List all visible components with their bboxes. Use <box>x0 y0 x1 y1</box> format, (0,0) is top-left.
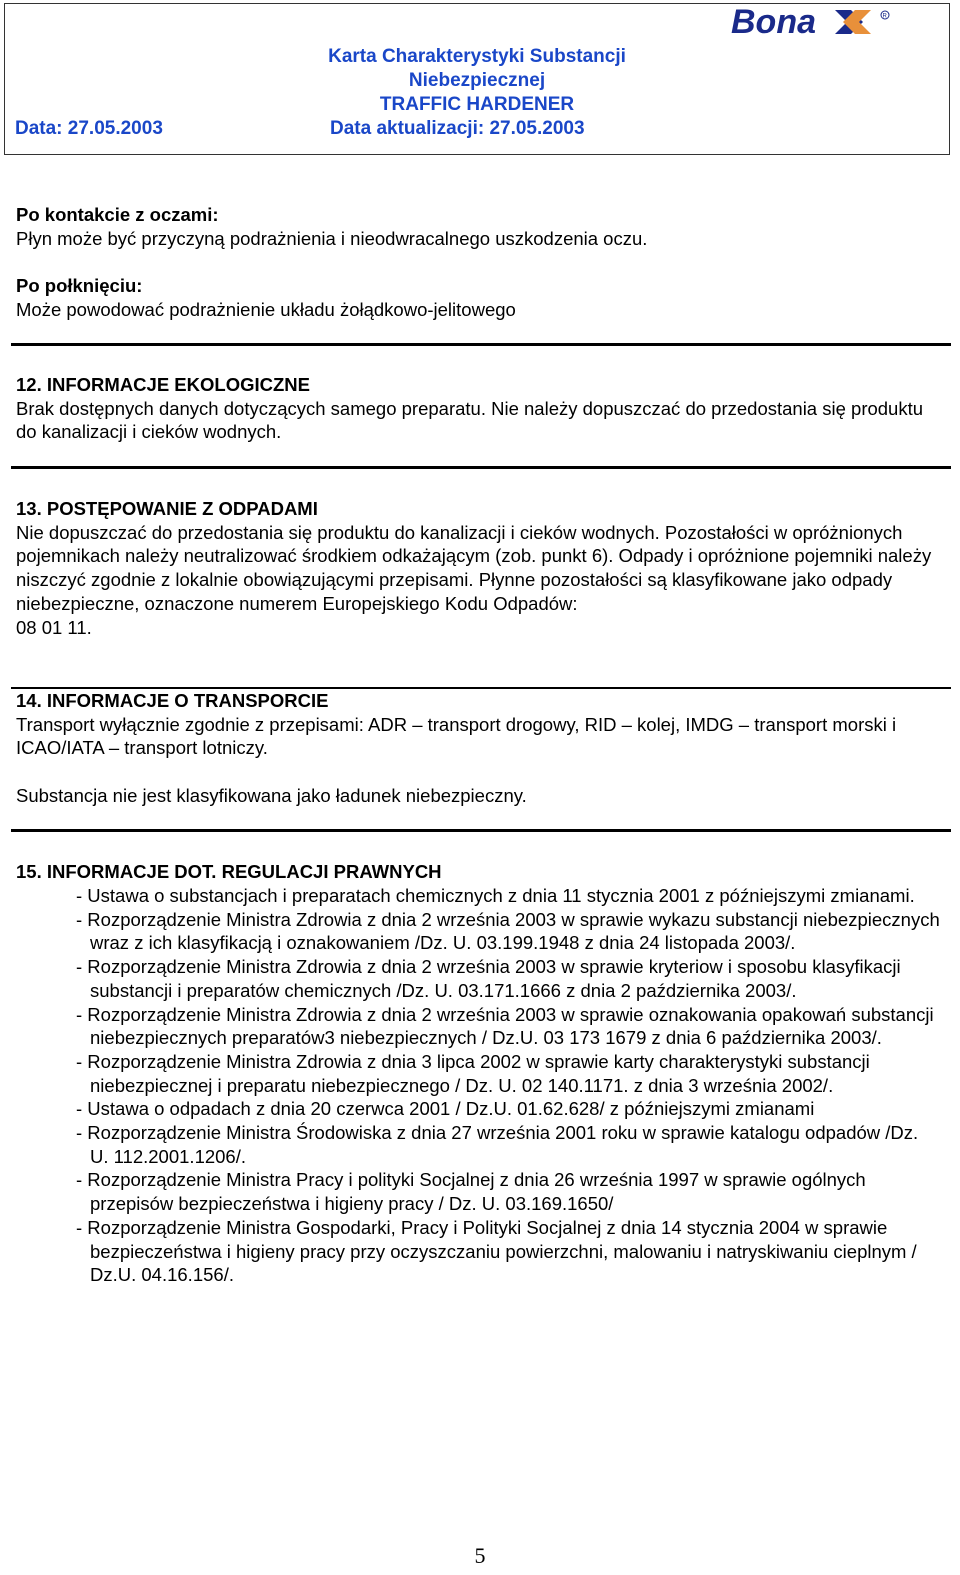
swallow-heading: Po połknięciu: <box>16 275 143 296</box>
list-item: - Rozporządzenie Ministra Zdrowia z dnia 2 września 2003 w sprawie kryteriow i sposobu klasyfikacji substancji i preparatów chemicznych /Dz. U. 03.171.1666 z dnia 2 października 2003/. <box>76 956 901 1001</box>
waste-code: 08 01 11. <box>16 616 92 638</box>
section-12 <box>16 373 946 444</box>
section-15-heading: 15. INFORMACJE DOT. REGULACJI PRAWNYCH <box>16 861 442 882</box>
section-12-heading: 12. INFORMACJE EKOLOGICZNE <box>16 374 310 395</box>
list-item: - Rozporządzenie Ministra Zdrowia z dnia 3 lipca 2002 w sprawie karty charakterystyki substancji niebezpiecznej i preparatu niebezpiecznego / Dz. U. 02 140.1171. z dnia 3 września 2002/. <box>76 1050 870 1096</box>
list-item: - Rozporządzenie Ministra Zdrowia z dnia 2 września 2003 w sprawie oznakowania opakowań substancji niebezpiecznych preparatów3 niebezpiecznych / Dz.U. 03 173 1679 z dnia 6 października 2003/. <box>76 1003 934 1049</box>
header-date: Data: 27.05.2003 <box>15 118 163 139</box>
svg-text:Bona: Bona <box>731 4 816 40</box>
swallow-text: Może powodować podrażnienie układu żołądkowo-jelitowego <box>16 298 516 320</box>
eyes-section <box>16 203 946 250</box>
svg-text:R: R <box>882 13 887 20</box>
header-title-line-2: Niebezpiecznej <box>408 70 546 91</box>
section-14 <box>16 689 946 808</box>
regulations-list <box>70 884 940 1287</box>
document-header <box>4 3 950 155</box>
divider <box>11 343 951 346</box>
list-item: - Rozporządzenie Ministra Zdrowia z dnia 2 września 2003 w sprawie wykazu substancji niebezpiecznych wraz z ich klasyfikacją i oznakowaniem /Dz. U. 03.199.1948 z dnia 24 listopada 2003/. <box>76 908 940 954</box>
divider <box>11 466 951 469</box>
section-14-note: Substancja nie jest klasyfikowana jako ładunek niebezpieczny. <box>16 784 527 806</box>
section-14-text: Transport wyłącznie zgodnie z przepisami: ADR – transport drogowy, RID – kolej, IMDG – transport morski i ICAO/IATA – transport lotniczy. <box>16 713 897 759</box>
section-12-text: Brak dostępnych danych dotyczących samego preparatu. Nie należy dopuszczać do przedostania się produktu do kanalizacji i cieków wodnych. <box>16 397 924 443</box>
section-13-heading: 13. POSTĘPOWANIE Z ODPADAMI <box>16 498 318 519</box>
list-item: - Rozporządzenie Ministra Środowiska z dnia 27 września 2001 roku w sprawie katalogu odpadów /Dz. U. 112.2001.1206/. <box>76 1122 919 1167</box>
header-title-line-1: Karta Charakterystyki Substancji <box>328 46 626 67</box>
header-update-date: Data aktualizacji: 27.05.2003 <box>330 118 585 139</box>
bona-logo <box>731 4 901 45</box>
list-item: - Ustawa o odpadach z dnia 20 czerwca 2001 / Dz.U. 01.62.628/ z późniejszymi zmianami <box>76 1098 815 1120</box>
swallow-section <box>16 274 946 321</box>
header-title-line-3: TRAFFIC HARDENER <box>379 94 575 115</box>
list-item: - Ustawa o substancjach i preparatach chemicznych z dnia 11 stycznia 2001 z późniejszymi zmianami. <box>76 885 915 906</box>
page-number: 5 <box>474 1543 486 1568</box>
section-14-heading: 14. INFORMACJE O TRANSPORCIE <box>16 690 329 711</box>
eyes-heading: Po kontakcie z oczami: <box>16 204 219 225</box>
list-item: - Rozporządzenie Ministra Pracy i polityki Socjalnej z dnia 26 września 1997 w sprawie ogólnych przepisów bezpieczeństwa i higieny pracy / Dz. U. 03.169.1650/ <box>76 1169 866 1215</box>
section-13 <box>16 497 946 639</box>
list-item: - Rozporządzenie Ministra Gospodarki, Pracy i Polityki Socjalnej z dnia 14 stycznia 2004 w sprawie bezpieczeństwa i higieny pracy przy oczyszczaniu powierzchni, malowaniu i natryskiwaniu cieplnym / Dz.U. 04.16.156/. <box>76 1216 917 1286</box>
eyes-text: Płyn może być przyczyną podrażnienia i nieodwracalnego uszkodzenia oczu. <box>16 227 648 249</box>
divider <box>11 829 951 832</box>
section-13-text: Nie dopuszczać do przedostania się produktu do kanalizacji i cieków wodnych. Pozostałości w opróżnionych pojemnikach należy neutralizować środkiem odkażającym (zob. punkt 6). Odpady i opróżnione pojemniki należy niszczyć zgodnie z lokalnie obowiązującymi przepisami. Płynne pozostałości są klasyfikowane jako odpady niebezpieczne, oznaczone numerem Europejskiego Kodu Odpadów: <box>16 521 932 614</box>
